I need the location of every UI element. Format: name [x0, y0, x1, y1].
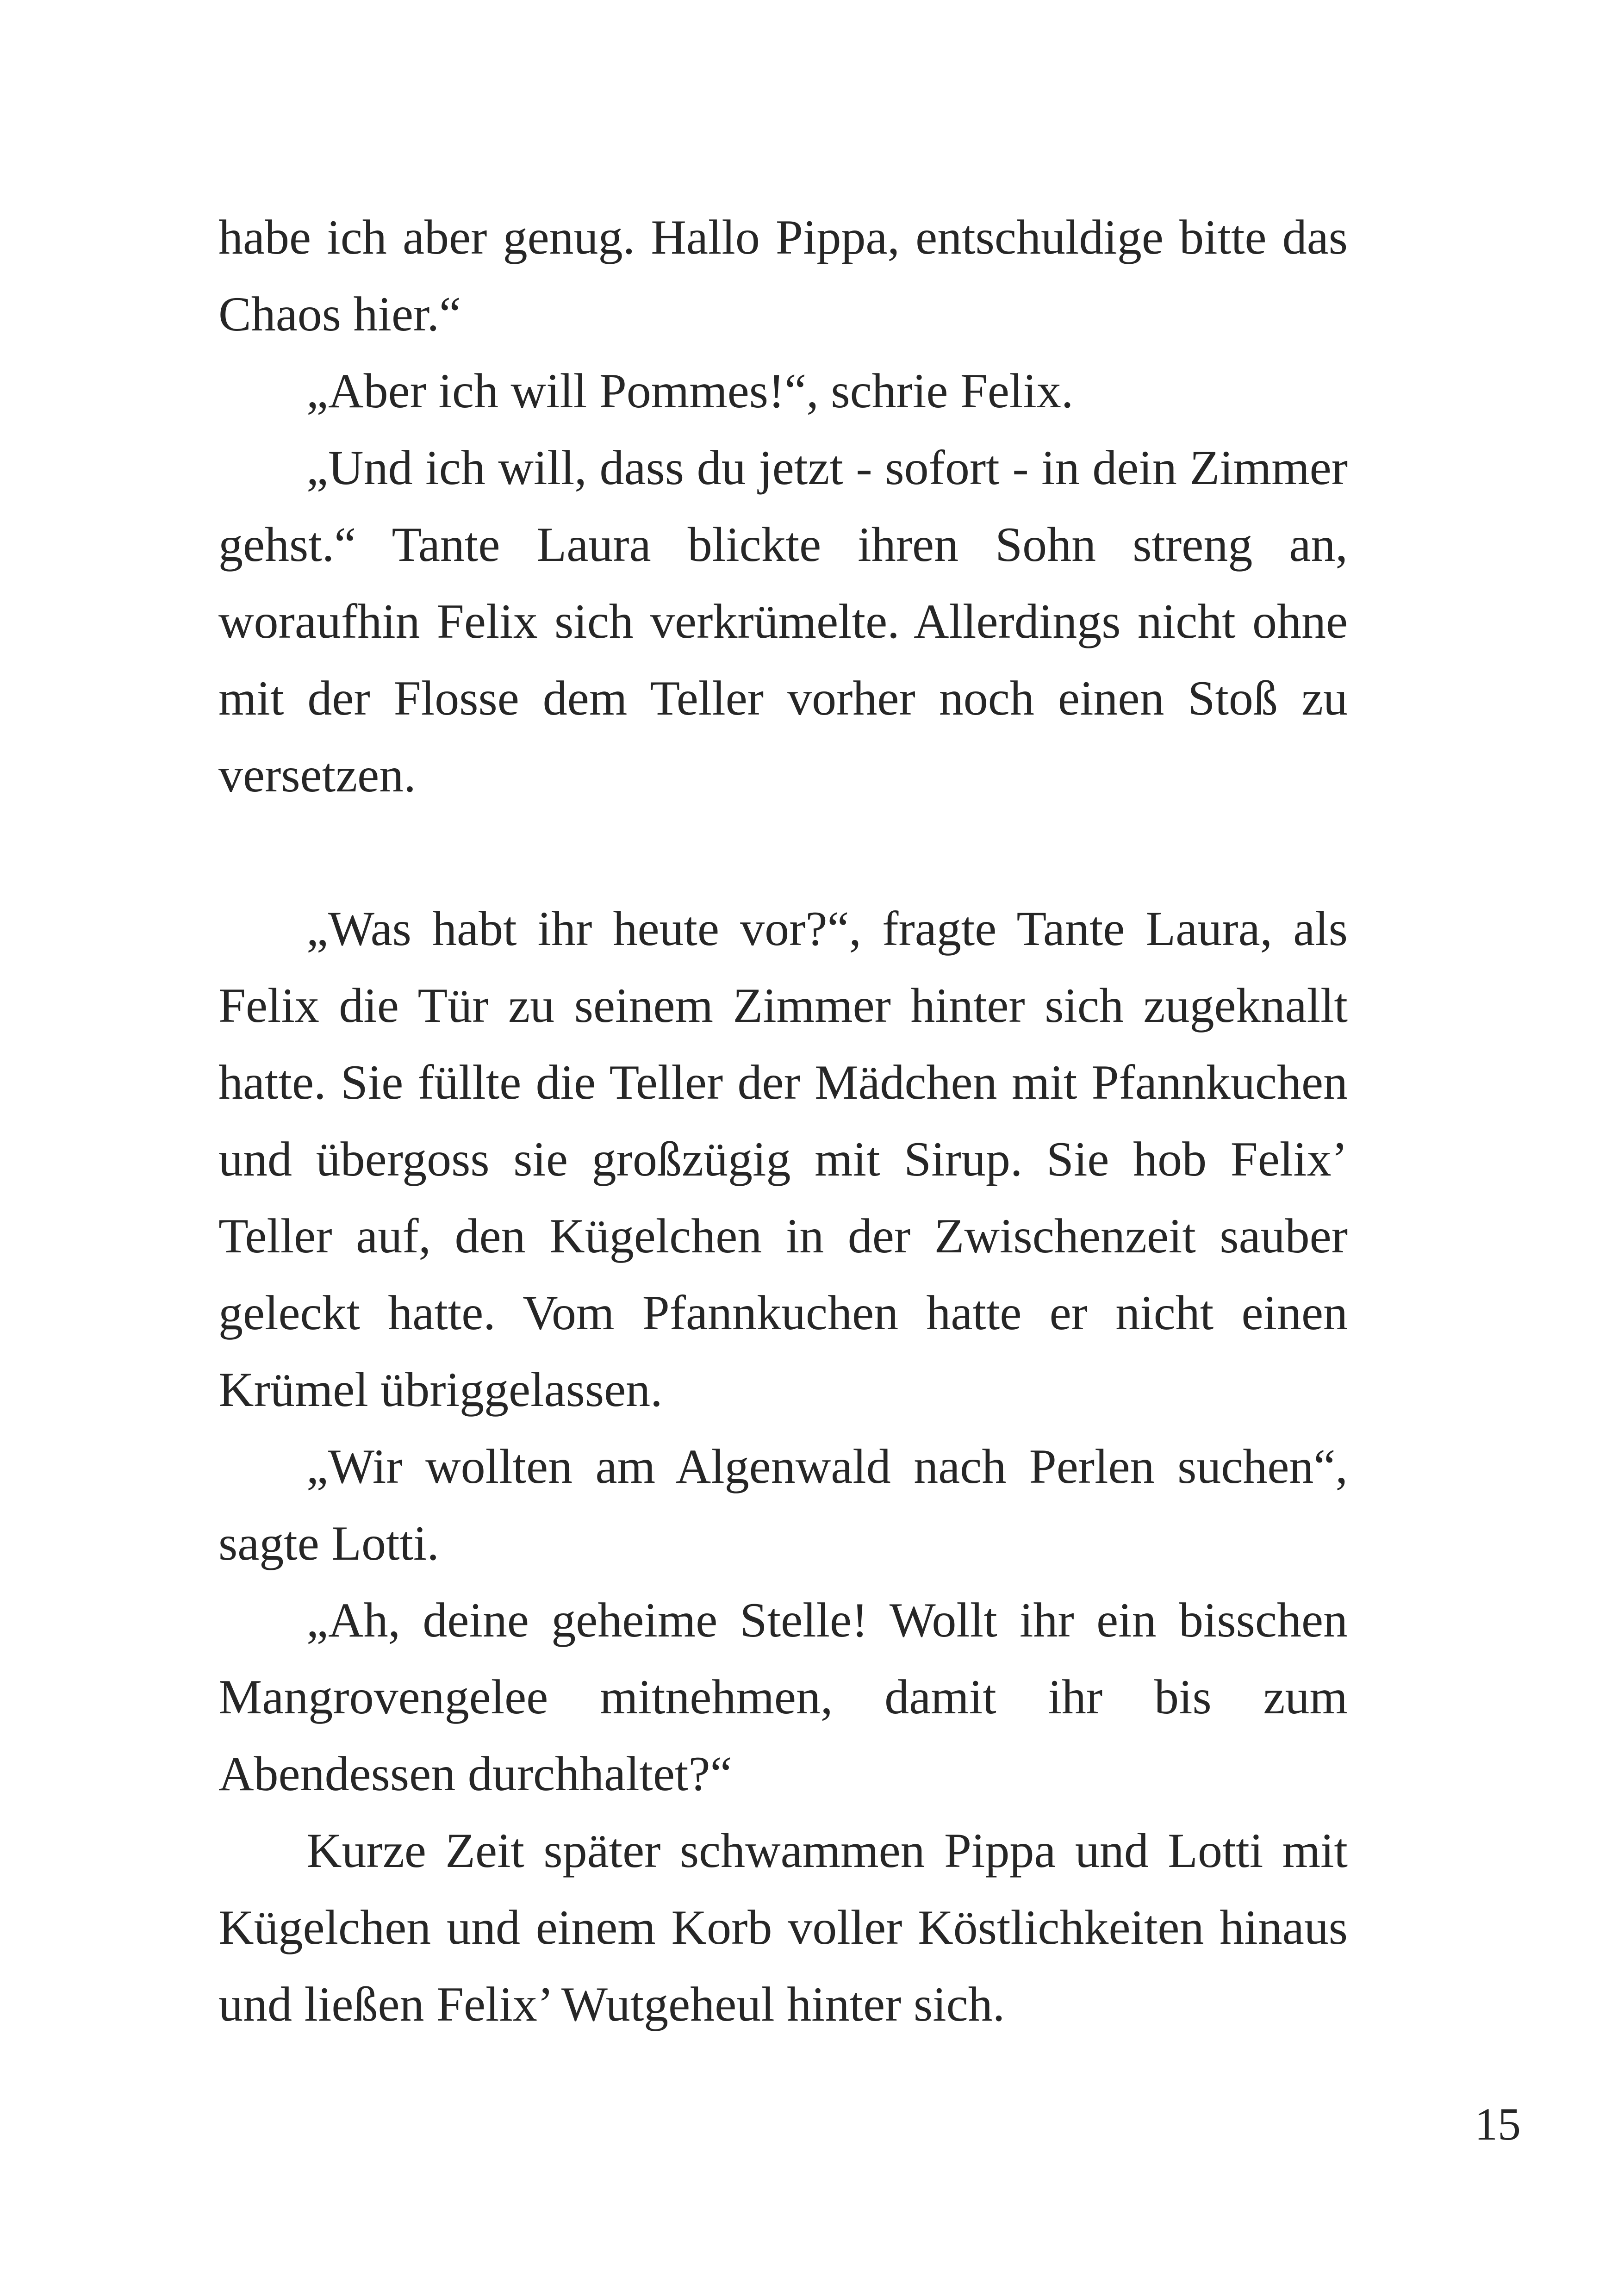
paragraph-dialogue-lotti: „Wir wollten am Algenwald nach Perlen suchen“, sagte Lotti. [218, 1439, 1348, 1570]
paragraph-dialogue-laura: „Und ich will, dass du jetzt - sofort - in dein Zimmer gehst.“ Tante Laura blickte ihren Sohn streng an, woraufhin Felix sich verkrümelte. Allerdings nicht ohne mit der Flosse dem Teller vorher noch einen Stoß zu versetzen. [218, 441, 1348, 802]
paragraph-continuation: habe ich aber genug. Hallo Pippa, entschuldige bitte das Chaos hier.“ [218, 210, 1348, 341]
body-text [218, 199, 1348, 2043]
paragraph-dialogue-laura-2: „Ah, deine geheime Stelle! Wollt ihr ein bisschen Mangrovengelee mitnehmen, damit ihr bis zum Abendessen durchhaltet?“ [218, 1593, 1348, 1801]
paragraph-section-start: „Was habt ihr heute vor?“, fragte Tante Laura, als Felix die Tür zu seinem Zimmer hinter sich zugeknallt hatte. Sie füllte die Teller der Mädchen mit Pfannkuchen und übergoss sie großzügig mit Sirup. Sie hob Felix’ Teller auf, den Kügelchen in der Zwischenzeit sauber geleckt hatte. Vom Pfannkuchen hatte er nicht einen Krümel übriggelassen. [218, 902, 1348, 1417]
paragraph-closing: Kurze Zeit später schwammen Pippa und Lotti mit Kügelchen und einem Korb voller Köstlichkeiten hinaus und ließen Felix’ Wutgeheul hinter sich. [218, 1823, 1348, 2031]
paragraph-dialogue-felix: „Aber ich will Pommes!“, schrie Felix. [306, 364, 1074, 418]
page-number: 15 [1475, 2098, 1521, 2150]
